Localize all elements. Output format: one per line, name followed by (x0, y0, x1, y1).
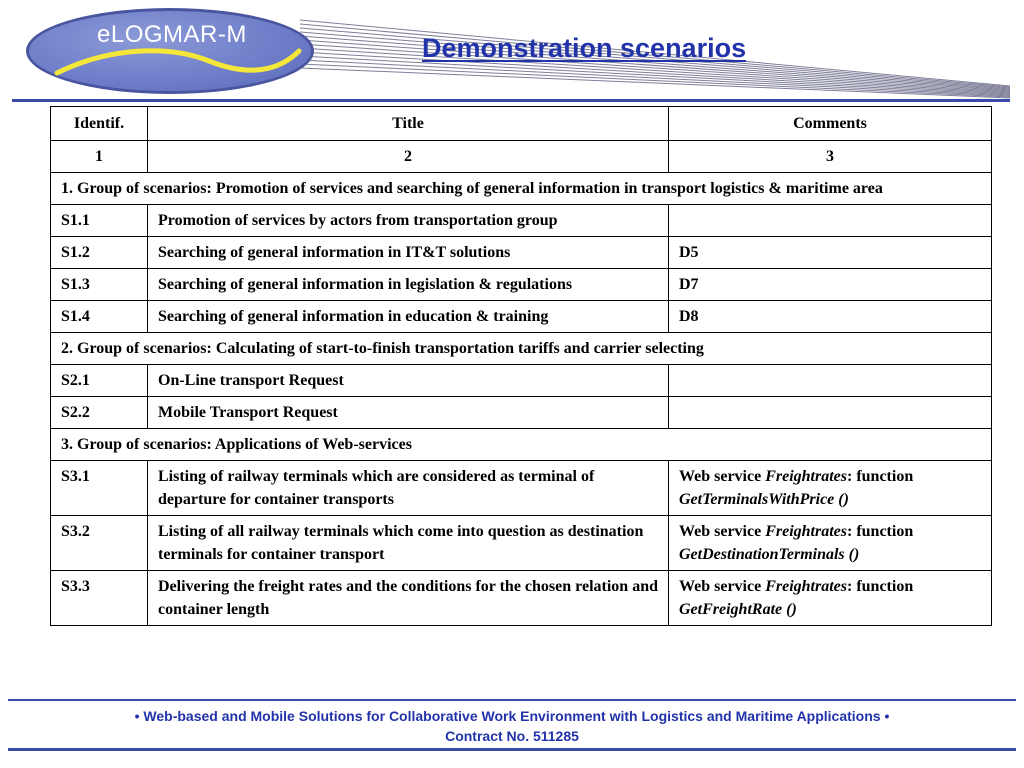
comment-function-name: GetFreightRate () (679, 601, 797, 618)
group-row-1 (51, 173, 992, 205)
row-comment: D5 (669, 237, 992, 269)
group-heading: 1. Group of scenarios: Promotion of services and searching of general information in transport logistics & maritime area (51, 173, 992, 205)
title-divider (12, 99, 1010, 102)
row-title: Searching of general information in IT&T solutions (148, 237, 669, 269)
table-row (51, 516, 992, 571)
column-number: 3 (669, 141, 992, 173)
row-comment (669, 397, 992, 429)
comment-function-label: : function (847, 468, 914, 485)
row-title: Mobile Transport Request (148, 397, 669, 429)
table-row (51, 397, 992, 429)
table-row (51, 269, 992, 301)
header-identif: Identif. (51, 107, 148, 141)
group-row-3 (51, 429, 992, 461)
comment-service-name: Freightrates (765, 578, 847, 595)
row-id: S2.2 (51, 397, 148, 429)
comment-prefix: Web service (679, 578, 766, 595)
column-number: 1 (51, 141, 148, 173)
row-comment: D8 (669, 301, 992, 333)
group-heading: 3. Group of scenarios: Applications of Web-services (51, 429, 992, 461)
row-id: S3.2 (51, 516, 148, 571)
row-comment: D7 (669, 269, 992, 301)
row-comment (669, 365, 992, 397)
row-comment (669, 516, 992, 571)
scenarios-table (50, 106, 992, 626)
row-comment (669, 461, 992, 516)
row-id: S1.2 (51, 237, 148, 269)
comment-function-name: GetTerminalsWithPrice () (679, 491, 849, 508)
comment-function-name: GetDestinationTerminals () (679, 546, 860, 563)
header-title: Title (148, 107, 669, 141)
logo (26, 8, 314, 94)
comment-function-label: : function (847, 578, 914, 595)
row-comment (669, 571, 992, 626)
row-id: S2.1 (51, 365, 148, 397)
table-row (51, 205, 992, 237)
footer (40, 706, 984, 746)
comment-service-name: Freightrates (765, 468, 847, 485)
table-row (51, 301, 992, 333)
header-comments: Comments (669, 107, 992, 141)
row-comment (669, 205, 992, 237)
row-title: On-Line transport Request (148, 365, 669, 397)
comment-prefix: Web service (679, 523, 766, 540)
row-id: S1.1 (51, 205, 148, 237)
footer-contract-line: Contract No. 511285 (445, 728, 579, 744)
column-number-row (51, 141, 992, 173)
row-title: Searching of general information in education & training (148, 301, 669, 333)
page-title: Demonstration scenarios (422, 33, 747, 63)
table-header-row (51, 107, 992, 141)
row-title: Delivering the freight rates and the conditions for the chosen relation and container length (148, 571, 669, 626)
row-id: S1.3 (51, 269, 148, 301)
logo-text: eLOGMAR-M (97, 21, 247, 48)
row-id: S3.1 (51, 461, 148, 516)
table-row (51, 237, 992, 269)
column-number: 2 (148, 141, 669, 173)
footer-divider-bottom (8, 748, 1016, 751)
table-row (51, 461, 992, 516)
row-title: Promotion of services by actors from transportation group (148, 205, 669, 237)
footer-divider-top (8, 699, 1016, 701)
group-row-2 (51, 333, 992, 365)
row-id: S3.3 (51, 571, 148, 626)
footer-project-line: • Web-based and Mobile Solutions for Collaborative Work Environment with Logistics and Maritime Applications • (134, 708, 890, 724)
comment-service-name: Freightrates (765, 523, 847, 540)
group-heading: 2. Group of scenarios: Calculating of start-to-finish transportation tariffs and carrier selecting (51, 333, 992, 365)
row-title: Searching of general information in legislation & regulations (148, 269, 669, 301)
row-id: S1.4 (51, 301, 148, 333)
table-row (51, 365, 992, 397)
comment-prefix: Web service (679, 468, 766, 485)
table-row (51, 571, 992, 626)
comment-function-label: : function (847, 523, 914, 540)
slide-header (0, 0, 1024, 100)
row-title: Listing of railway terminals which are considered as terminal of departure for container transports (148, 461, 669, 516)
row-title: Listing of all railway terminals which come into question as destination terminals for container transport (148, 516, 669, 571)
